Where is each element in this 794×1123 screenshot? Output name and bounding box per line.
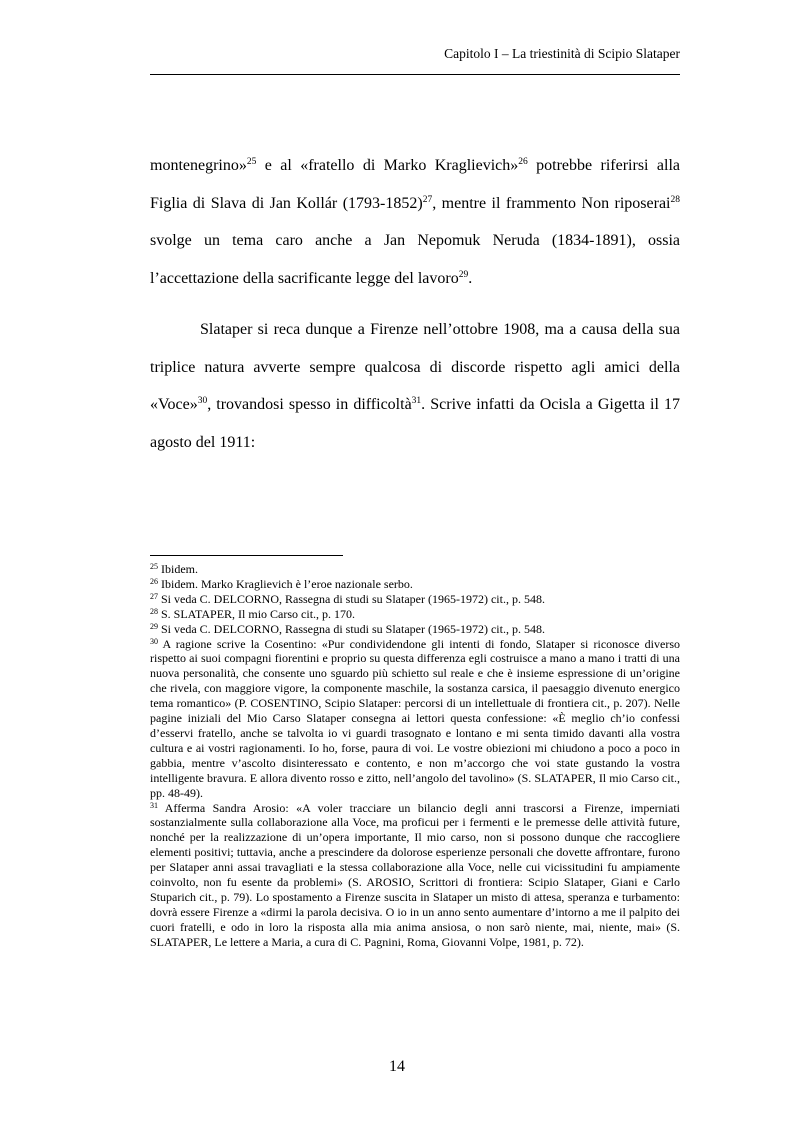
footnote-number: 30 [150, 636, 158, 646]
footnotes [150, 562, 680, 950]
footnote-ref[interactable]: 26 [518, 157, 528, 167]
footnote-rule [150, 555, 343, 556]
footnote-text: Afferma Sandra Arosio: «A voler tracciare un bilancio degli anni trascorsi a Firenze, imperniati sostanzialmente sulla collaborazione alla Voce, ma proficui per i fermenti e le premesse delle attività future, nonché per la realizzazione di un’opera importante, Il mio carso, non si possono dunque che raccogliere elementi positivi; tuttavia, anche a prescindere da dolorose esperienze personali che dovette affrontare, furono per Slataper anni assai travagliati e la stessa collaborazione alla Voce, nelle cui vicissitudini fu ampiamente coinvolto, non fu esente da problemi» (S. AROSIO, Scrittori di frontiera: Scipio Slataper, Giani e Carlo Stuparich cit., p. 79). Lo spostamento a Firenze suscita in Slataper un misto di attesa, speranza e turbamento: dovrà essere Firenze a «dirmi la parola decisiva. O io in un anno sento aumentare d’intorno a me il palpito dei cuori fratelli, e odo in loro la risposta alla mia anima ansiosa, o non sarò niente, mai, niente, mai» (S. SLATAPER, Le lettere a Maria, a cura di C. Pagnini, Roma, Giovanni Volpe, 1981, p. 72). [150, 800, 680, 949]
text-run: montenegrino» [150, 157, 247, 174]
footnote [150, 577, 680, 592]
footnote-number: 27 [150, 591, 158, 601]
text-run: , trovandosi spesso in difficoltà [207, 396, 412, 413]
footnote-ref[interactable]: 31 [411, 396, 422, 406]
paragraph-1 [150, 147, 680, 297]
footnote-ref[interactable]: 30 [197, 396, 208, 406]
header-rule [150, 74, 680, 75]
text-run: . [468, 269, 473, 287]
text-run: Slataper si reca dunque a Firenze nell’ottobre 1908, ma a causa della sua triplice natura avverte sempre qualcosa di discorde rispetto agli amici della «Voce» [150, 321, 680, 413]
footnote [150, 562, 680, 577]
footnote-number: 25 [150, 562, 158, 571]
footnote-ref[interactable]: 28 [670, 194, 680, 205]
footnote-number: 28 [150, 606, 158, 616]
footnote-number: 26 [150, 576, 158, 586]
footnote [150, 637, 680, 801]
footnote [150, 607, 680, 622]
text-run: . Scrive infatti da Ocisla a Gigetta il 17 agosto del 1911: [150, 396, 680, 451]
text-run: svolge un tema caro anche a Jan Nepomuk Neruda (1834-1891), ossia l’accettazione della sacrificante legge del lavoro [150, 232, 680, 287]
paragraph-2 [150, 311, 680, 461]
running-header: Capitolo I – La triestinità di Scipio Slataper [444, 46, 680, 61]
footnote-ref[interactable]: 29 [458, 269, 469, 280]
text-run: e al «fratello di Marko Kraglievich» [256, 157, 519, 174]
page-number: 14 [389, 1058, 405, 1075]
footnote-text: S. SLATAPER, Il mio Carso cit., p. 170. [158, 606, 356, 621]
footnote [150, 622, 680, 637]
footnote-text: A ragione scrive la Cosentino: «Pur condividendone gli intenti di fondo, Slataper si riconosce diverso rispetto ai suoi compagni fiorentini e proprio su questa differenza egli costruisce a mano a mano i tratti di una nuova personalità, che consente uno sguardo più schietto sul reale e che è insieme espressione di un’origine che rivela, con maggiore vigore, la componente maschile, la sostanza carsica, il paesaggio divenuto energico tema romantico» (P. COSENTINO, Scipio Slataper: percorsi di un intellettuale di frontiera cit., p. 207). Nelle pagine iniziali del Mio Carso Slataper consegna ai lettori questa confessione: «È meglio ch’io confessi d’esservi fratello, anche se talvolta io vi guardi trasognato e lontano e mi senta timido davanti alla vostra cultura e ai vostri ragionamenti. Io ho, forse, paura di voi. Le vostre obiezioni mi chiudono a poco a poco in gabbia, mentre v’ascolto disinteressato e contento, e non m’accorgo che voi state gustando la vostra intelligente bravura. E allora divento rosso e zitto, nell’angolo del tavolino» (S. SLATAPER, Il mio Carso cit., pp. 48-49). [150, 636, 680, 800]
footnote-text: Ibidem. Marko Kraglievich è l’eroe nazionale serbo. [158, 576, 413, 591]
footnote-ref[interactable]: 27 [422, 194, 433, 205]
footnote [150, 592, 680, 607]
text-run: potrebbe riferirsi alla Figlia di Slava di Jan Kollár (1793-1852) [150, 157, 681, 212]
footnote-text: Si veda C. DELCORNO, Rassegna di studi su Slataper (1965-1972) cit., p. 548. [158, 591, 545, 606]
footnote-text: Ibidem. [158, 562, 198, 576]
footnote-text: Si veda C. DELCORNO, Rassegna di studi su Slataper (1965-1972) cit., p. 548. [158, 621, 545, 636]
footnote [150, 801, 680, 950]
footnote-number: 29 [150, 621, 158, 631]
footnote-ref[interactable]: 25 [246, 157, 257, 167]
footnote-number: 31 [150, 800, 158, 810]
main-text [150, 147, 680, 461]
text-run: , mentre il frammento Non riposerai [432, 194, 671, 212]
